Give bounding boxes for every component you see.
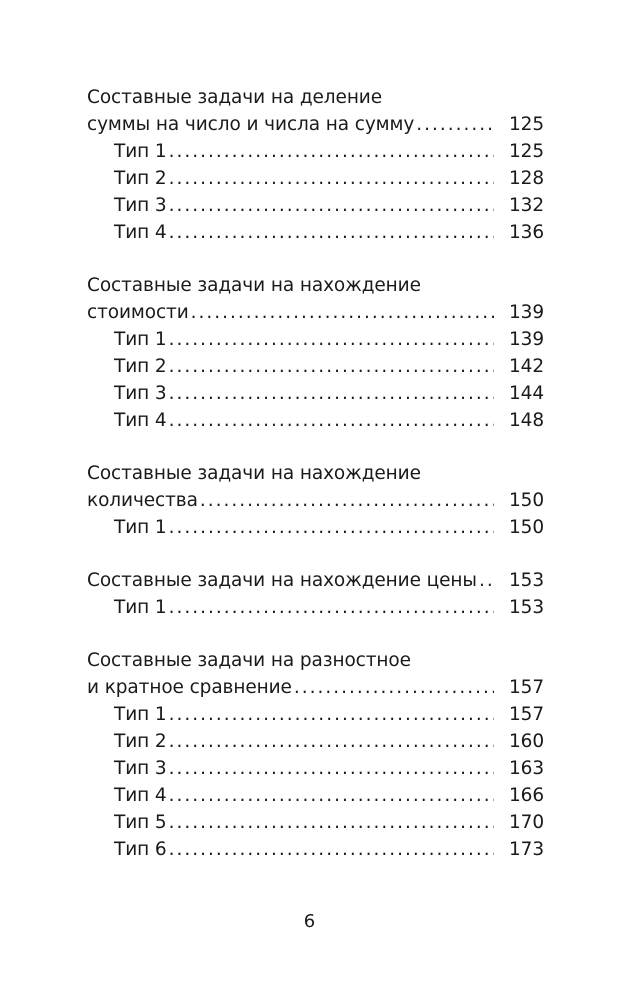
dot-leader <box>200 487 494 514</box>
toc-subentry-label: Тип 2 <box>114 356 167 377</box>
dot-leader <box>169 728 494 755</box>
toc-subentry-label: Тип 1 <box>114 704 167 725</box>
toc-subentry-label: Тип 1 <box>114 141 167 162</box>
dot-leader <box>169 219 494 246</box>
toc-subentry-label: Тип 1 <box>114 597 167 618</box>
toc-subentry[interactable] <box>87 219 544 246</box>
dot-leader <box>169 165 494 192</box>
toc-subentry-label: Тип 4 <box>114 222 167 243</box>
dot-leader <box>169 192 494 219</box>
toc-entry[interactable] <box>87 674 544 701</box>
toc-page-number: 153 <box>508 570 544 591</box>
toc-subentry[interactable] <box>87 165 544 192</box>
toc-entry-label: количества <box>87 490 198 511</box>
toc-subentry-label: Тип 1 <box>114 517 167 538</box>
toc-page-number: 173 <box>508 839 544 860</box>
dot-leader <box>169 353 494 380</box>
dot-leader <box>169 755 494 782</box>
toc-section-comparison <box>87 647 544 863</box>
toc-subentry-label: Тип 2 <box>114 731 167 752</box>
toc-page-number: 153 <box>508 597 544 618</box>
toc-page-number: 150 <box>508 490 544 511</box>
toc-page-number: 150 <box>508 517 544 538</box>
toc-subentry[interactable] <box>87 353 544 380</box>
dot-leader <box>416 111 494 138</box>
toc-section-price <box>87 567 544 621</box>
toc-section-quantity <box>87 460 544 541</box>
toc-page-number: 139 <box>508 329 544 350</box>
toc-section-division <box>87 84 544 246</box>
toc-subentry-label: Тип 3 <box>114 383 167 404</box>
dot-leader <box>169 809 494 836</box>
toc-section-title: Составные задачи на деление <box>87 87 383 108</box>
toc-page-number: 170 <box>508 812 544 833</box>
toc-page-number: 163 <box>508 758 544 779</box>
toc-subentry-label: Тип 4 <box>114 785 167 806</box>
toc-entry[interactable] <box>87 299 544 326</box>
toc-subentry[interactable] <box>87 836 544 863</box>
table-of-contents <box>87 84 544 889</box>
toc-entry-label: стоимости <box>87 302 189 323</box>
dot-leader <box>169 594 494 621</box>
toc-subentry-label: Тип 3 <box>114 195 167 216</box>
toc-subentry[interactable] <box>87 782 544 809</box>
toc-page-number: 125 <box>508 141 544 162</box>
toc-section-title: Составные задачи на нахождение <box>87 275 421 296</box>
dot-leader <box>169 138 494 165</box>
toc-page-number: 125 <box>508 114 544 135</box>
toc-entry[interactable] <box>87 111 544 138</box>
toc-page-number: 144 <box>508 383 544 404</box>
toc-page-number: 139 <box>508 302 544 323</box>
dot-leader <box>191 299 494 326</box>
toc-page-number: 136 <box>508 222 544 243</box>
toc-subentry[interactable] <box>87 755 544 782</box>
page-number: 6 <box>303 911 316 932</box>
toc-subentry-label: Тип 1 <box>114 329 167 350</box>
toc-page-number: 132 <box>508 195 544 216</box>
toc-subentry-label: Тип 6 <box>114 839 167 860</box>
toc-section-title: Составные задачи на нахождение <box>87 463 421 484</box>
toc-subentry[interactable] <box>87 728 544 755</box>
toc-section-title: Составные задачи на разностное <box>87 650 411 671</box>
toc-entry-label: и кратное сравнение <box>87 677 292 698</box>
toc-subentry[interactable] <box>87 701 544 728</box>
dot-leader <box>169 407 494 434</box>
toc-page-number: 142 <box>508 356 544 377</box>
toc-subentry-label: Тип 5 <box>114 812 167 833</box>
toc-entry-label: суммы на число и числа на сумму <box>87 114 415 135</box>
toc-page-number: 128 <box>508 168 544 189</box>
dot-leader <box>169 701 494 728</box>
dot-leader <box>169 836 494 863</box>
toc-page-number: 157 <box>508 677 544 698</box>
dot-leader <box>169 380 494 407</box>
dot-leader <box>294 674 494 701</box>
toc-subentry[interactable] <box>87 809 544 836</box>
dot-leader <box>479 567 494 594</box>
toc-entry-label: Составные задачи на нахождение цены <box>87 570 477 591</box>
toc-entry[interactable] <box>87 567 544 594</box>
toc-subentry-label: Тип 3 <box>114 758 167 779</box>
dot-leader <box>169 514 494 541</box>
toc-page-number: 166 <box>508 785 544 806</box>
toc-subentry-label: Тип 4 <box>114 410 167 431</box>
toc-page-number: 160 <box>508 731 544 752</box>
toc-subentry[interactable] <box>87 514 544 541</box>
toc-subentry[interactable] <box>87 138 544 165</box>
toc-page-number: 157 <box>508 704 544 725</box>
toc-section-cost <box>87 272 544 434</box>
toc-page-number: 148 <box>508 410 544 431</box>
toc-subentry[interactable] <box>87 594 544 621</box>
toc-subentry[interactable] <box>87 326 544 353</box>
toc-subentry-label: Тип 2 <box>114 168 167 189</box>
toc-subentry[interactable] <box>87 192 544 219</box>
toc-subentry[interactable] <box>87 407 544 434</box>
toc-entry[interactable] <box>87 487 544 514</box>
dot-leader <box>169 782 494 809</box>
toc-subentry[interactable] <box>87 380 544 407</box>
dot-leader <box>169 326 494 353</box>
